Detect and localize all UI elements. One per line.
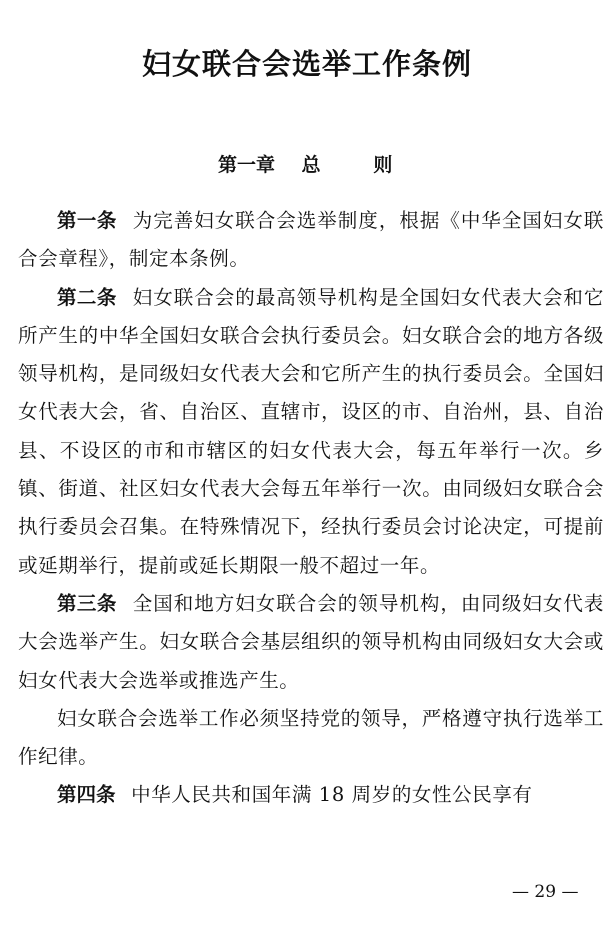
- page-number: — 29 —: [512, 882, 579, 902]
- article-4-paragraph: [18, 776, 604, 814]
- article-text: 妇女联合会的最高领导机构是全国妇女代表大会和它所产生的中华全国妇女联合会执行委员会。妇女联合会的地方各级领导机构，是同级妇女代表大会和它所产生的执行委员会。全国妇女代表大会，省、自治区、直辖市，设区的市、自治州，县、自治县、不设区的市和市辖区的妇女代表大会，每五年举行一次。乡镇、街道、社区妇女代表大会每五年举行一次。由同级妇女联合会执行委员会召集。在特殊情况下，经执行委员会讨论决定，可提前或延期举行，提前或延长期限一般不超过一年。: [18, 285, 604, 577]
- article-3-paragraph: [18, 585, 604, 700]
- article-label: 第二条: [57, 285, 117, 309]
- document-title: 妇女联合会选举工作条例: [141, 47, 472, 81]
- article-1-paragraph: [18, 202, 604, 279]
- article-text: 为完善妇女联合会选举制度，根据《中华全国妇女联合会章程》，制定本条例。: [18, 209, 604, 271]
- article-2-paragraph: [18, 279, 604, 585]
- article-label: 第三条: [57, 591, 117, 615]
- article-label: 第一条: [57, 209, 117, 232]
- article-text: 全国和地方妇女联合会的领导机构，由同级妇女代表大会选举产生。妇女联合会基层组织的领导机构由同级妇女大会或妇女代表大会选举或推选产生。: [18, 591, 604, 692]
- document-body: [18, 202, 604, 815]
- chapter-title: 第一章 总 则: [218, 154, 393, 176]
- article-text: 中华人民共和国年满 18 周岁的女性公民享有: [131, 783, 533, 807]
- article-3-continuation-paragraph: [18, 700, 604, 777]
- paragraph-text: 妇女联合会选举工作必须坚持党的领导，严格遵守执行选举工作纪律。: [18, 706, 604, 769]
- article-label: 第四条: [57, 783, 116, 807]
